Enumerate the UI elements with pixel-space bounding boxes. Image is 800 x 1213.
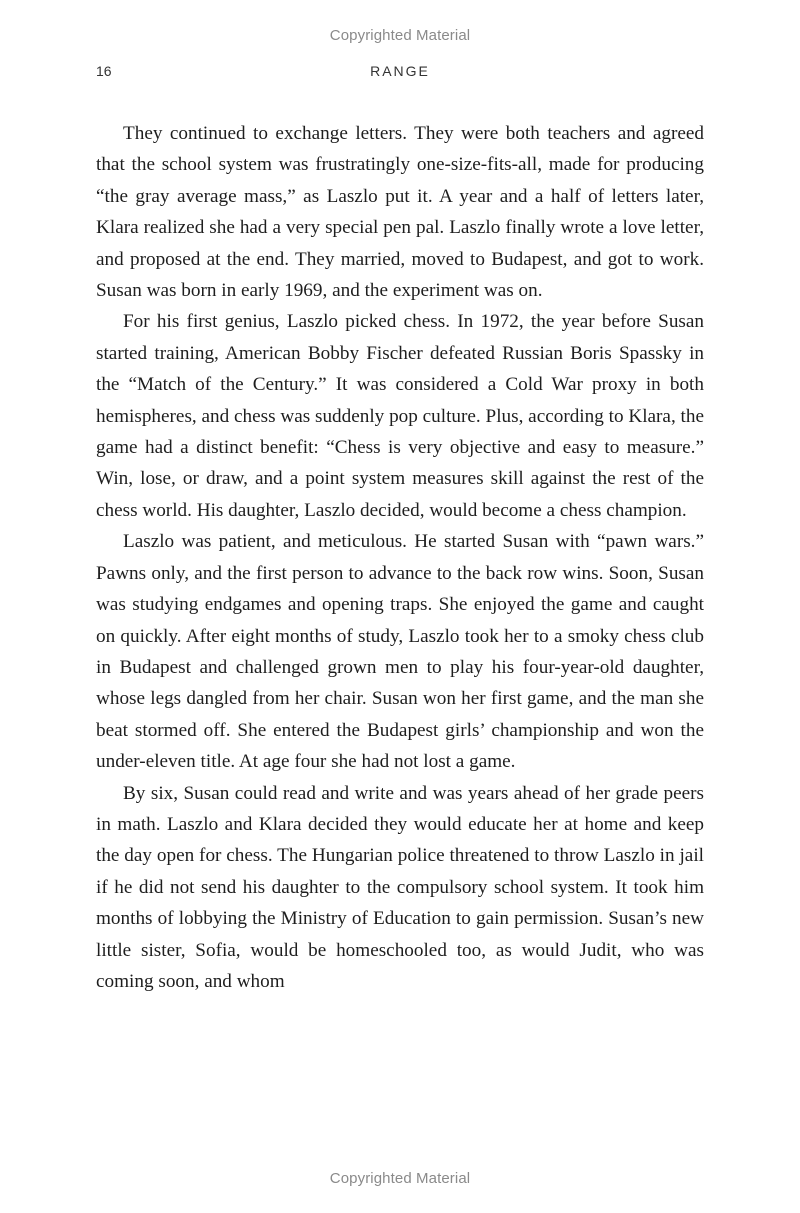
running-header (96, 63, 704, 83)
paragraph: They continued to exchange letters. They were both teachers and agreed that the school system was frustratingly one-size-fits-all, made for producing “the gray average mass,” as Laszlo put it. A year and a half of letters later, Klara realized she had a very special pen pal. Laszlo finally wrote a love letter, and proposed at the end. They married, moved to Budapest, and got to work. Susan was born in early 1969, and the experiment was on. (96, 123, 704, 302)
body-text (96, 118, 704, 997)
copyright-watermark-bottom: Copyrighted Material (329, 1170, 471, 1187)
book-title: RANGE (370, 63, 430, 79)
paragraph: For his first genius, Laszlo picked chess. In 1972, the year before Susan started training, American Bobby Fischer defeated Russian Boris Spassky in the “Match of the Century.” It was considered a Cold War proxy in both hemispheres, and chess was suddenly pop culture. Plus, according to Klara, the game had a distinct benefit: “Chess is very objective and easy to measure.” Win, lose, or draw, and a point system measures skill against the rest of the chess world. His daughter, Laszlo decided, would become a chess champion. (96, 311, 704, 521)
paragraph: Laszlo was patient, and meticulous. He started Susan with “pawn wars.” Pawns only, and the first person to advance to the back row wins. Soon, Susan was studying endgames and opening traps. She enjoyed the game and caught on quickly. After eight months of study, Laszlo took her to a smoky chess club in Budapest and challenged grown men to play his four-year-old daughter, whose legs dangled from her chair. Susan won her first game, and the man she beat stormed off. She entered the Budapest girls’ championship and won the under-eleven title. At age four she had not lost a game. (96, 531, 704, 773)
copyright-watermark-top: Copyrighted Material (329, 27, 471, 44)
page-number: 16 (96, 63, 112, 79)
paragraph: By six, Susan could read and write and was years ahead of her grade peers in math. Laszlo and Klara decided they would educate her at home and keep the day open for chess. The Hungarian police threatened to throw Laszlo in jail if he did not send his daughter to the compulsory school system. It took him months of lobbying the Ministry of Education to gain permission. Susan’s new little sister, Sofia, would be homeschooled too, as would Judit, who was coming soon, and whom (96, 782, 704, 992)
